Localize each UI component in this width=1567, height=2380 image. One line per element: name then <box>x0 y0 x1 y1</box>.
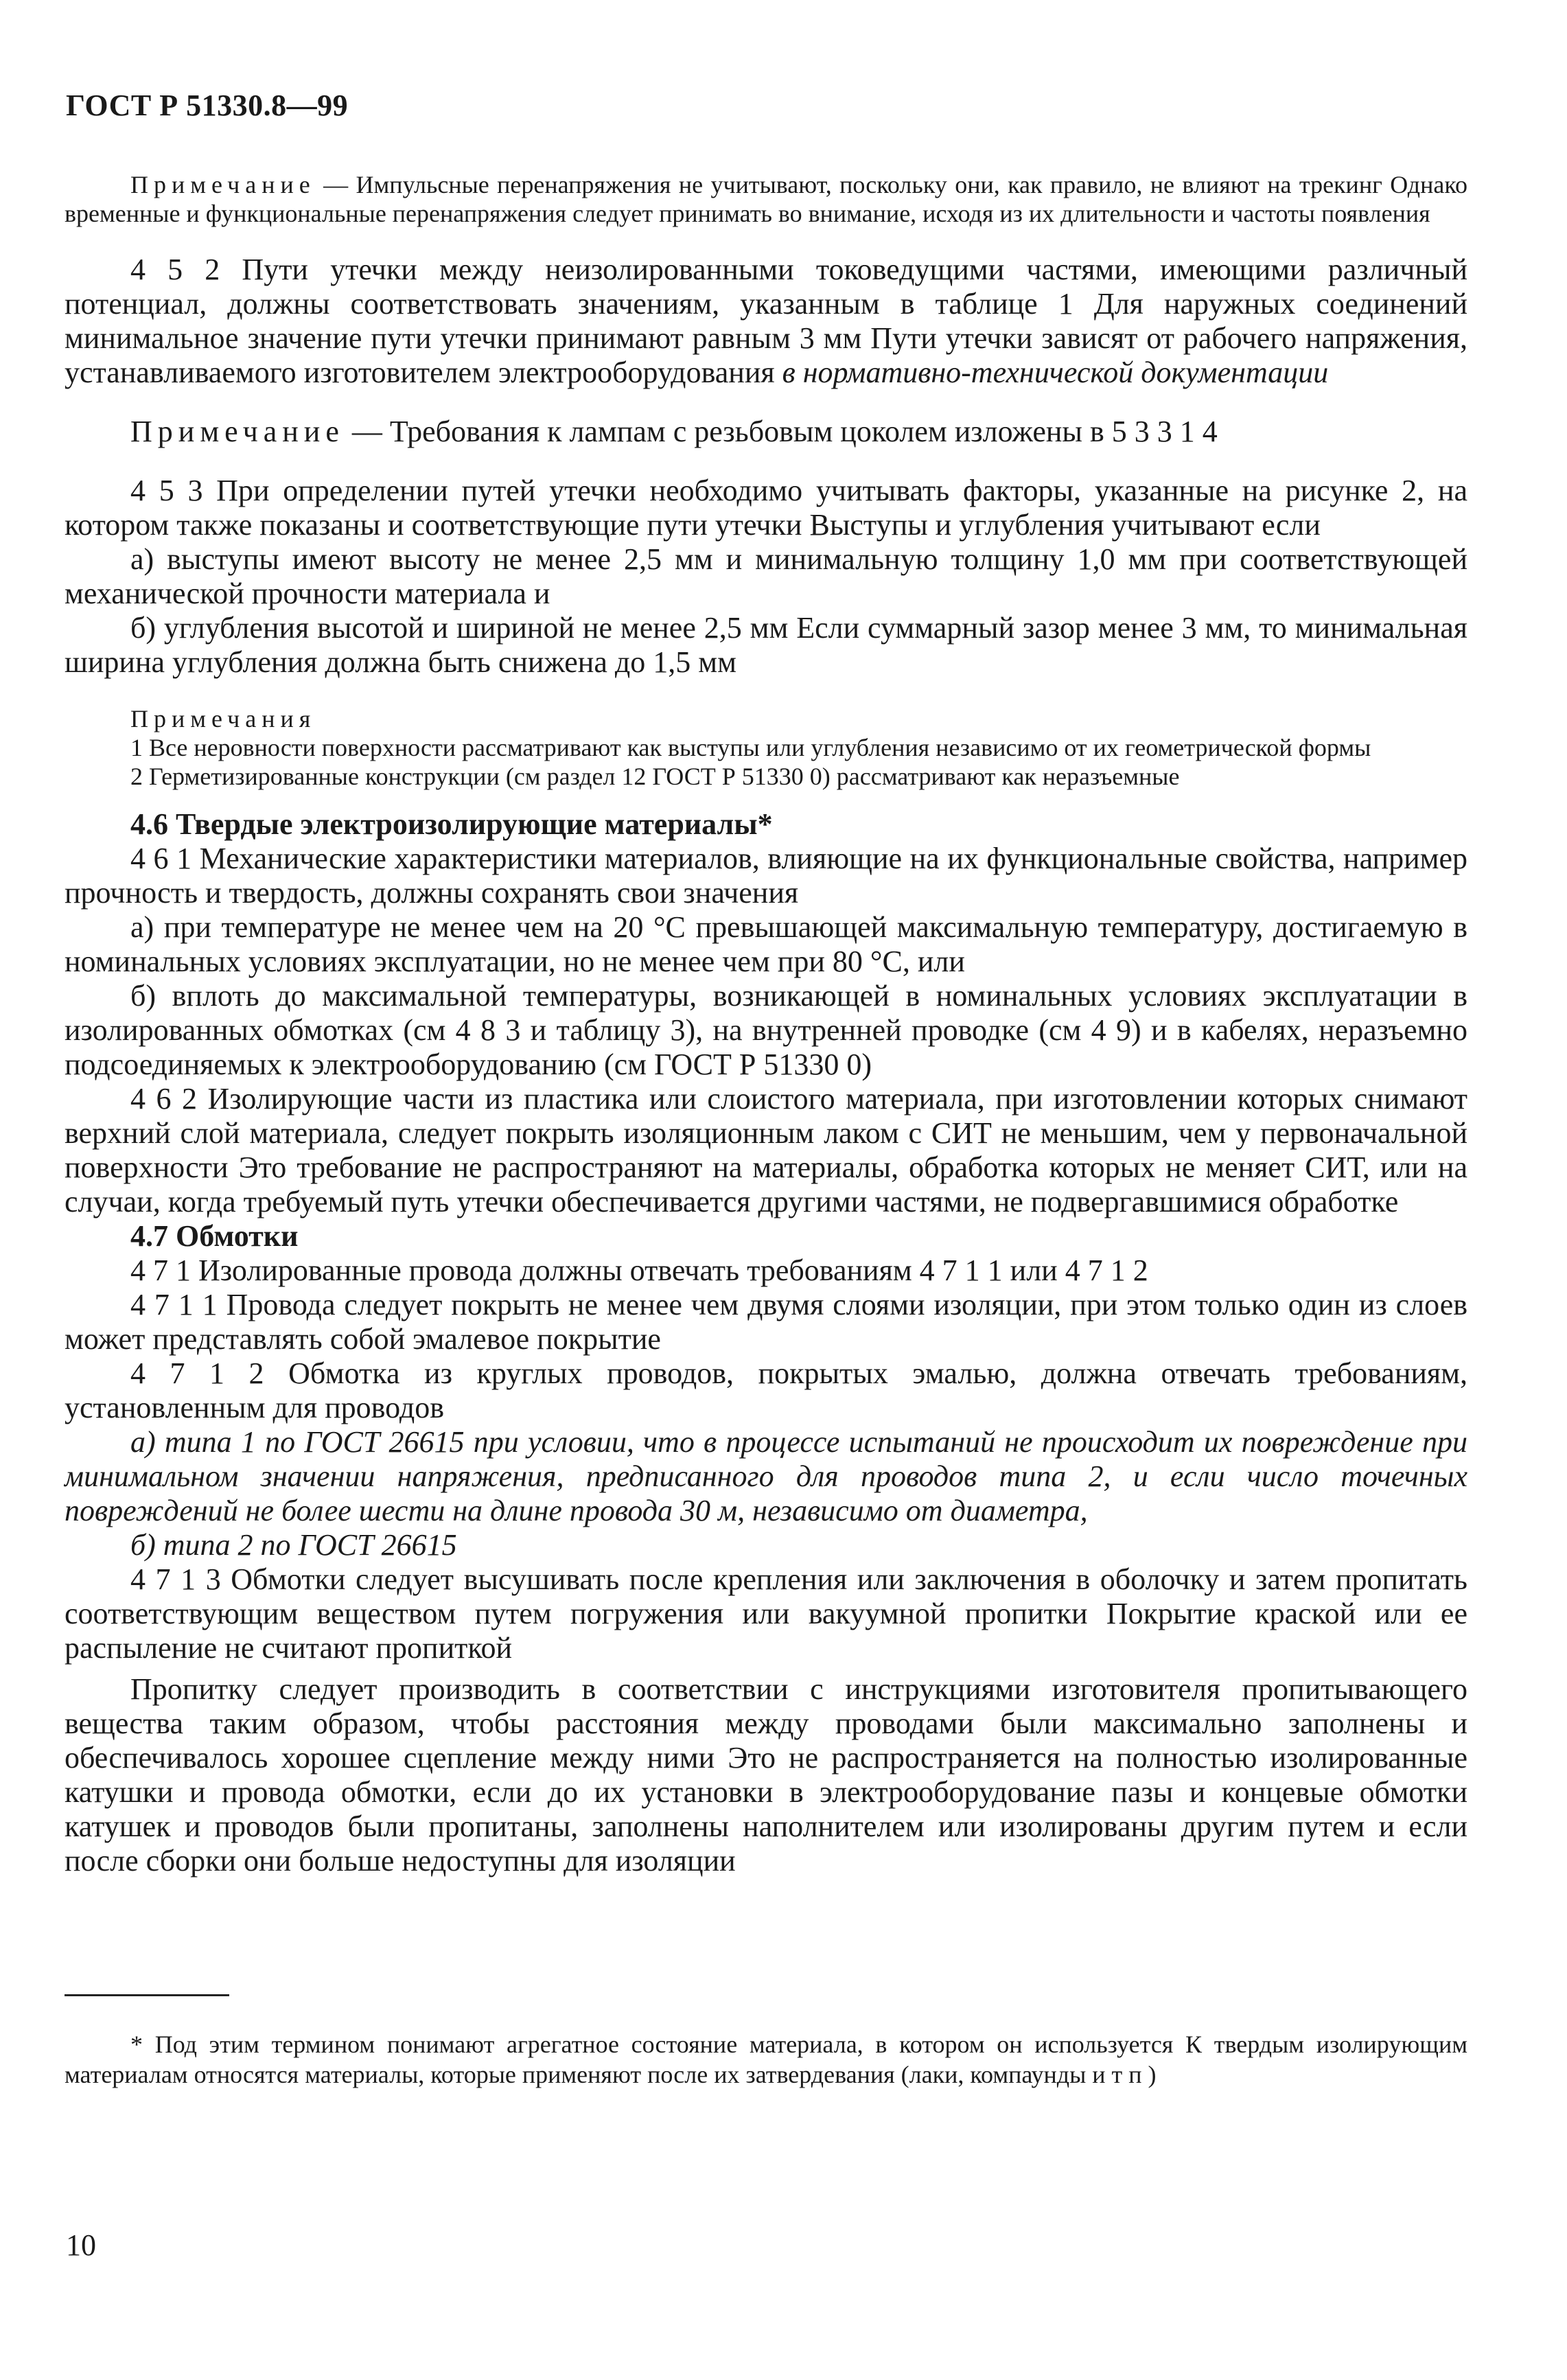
paragraph-italic-text: в нормативно-технической документации <box>782 356 1329 389</box>
note-item-2: 2 Герметизированные конструкции (см раздел 12 ГОСТ Р 51330 0) рассматривают как неразъемные <box>130 763 1180 790</box>
paragraph-4-6-1-a: а) при температуре не менее чем на 20 °С превышающей максимальную температуру, достигаемую в номинальных условиях эксплуатации, но не менее чем при 80 °С, или <box>65 910 1467 978</box>
note-item-1: 1 Все неровности поверхности рассматривают как выступы или углубления независимо от их геометрической формы <box>130 734 1371 761</box>
paragraph-4-5-3: 4 5 3 При определении путей утечки необходимо учитывать факторы, указанные на рисунке 2, на котором также показаны и соответствующие пути утечки Выступы и углубления учитывают если <box>65 474 1467 542</box>
paragraph-4-5-3-b: б) углубления высотой и шириной не менее 2,5 мм Если суммарный зазор менее 3 мм, то минимальная ширина углубления должна быть снижена до 1,5 мм <box>65 611 1467 679</box>
note-label: Примечание <box>130 415 345 448</box>
paragraph-4-5-3-a: а) выступы имеют высоту не менее 2,5 мм и минимальную толщину 1,0 мм при соответствующей механической прочности материала и <box>65 542 1467 610</box>
paragraph-impregnation: Пропитку следует производить в соответствии с инструкциями изготовителя пропитывающего вещества таким образом, чтобы расстояния между проводами были максимально заполнены и обеспечивалось хорошее сцепление между ними Это не распространяется на полностью изолированные катушки и провода обмотки, если до их установки в электрооборудование пазы и концевые обмотки катушек и проводов были пропитаны, заполнены наполнителем или изолированы другим путем и если после сборки они больше недоступны для изоляции <box>65 1672 1467 1878</box>
note-text: — Импульсные перенапряжения не учитывают, поскольку они, как правило, не влияют на трекинг Однако временные и функциональные перенапряжения следует принимать во внимание, исходя из их длительности и частоты появления <box>65 171 1467 227</box>
page-content <box>65 170 1467 1878</box>
footnote-divider <box>65 1994 229 1996</box>
document-header: ГОСТ Р 51330.8—99 <box>66 89 349 122</box>
paragraph-text: 4 5 2 Пути утечки между неизолированными токоведущими частями, имеющими различный потенциал, должны соответствовать значениям, указанным в таблице 1 Для наружных соединений минимальное значение пути утечки принимают равным 3 мм Пути утечки зависят от рабочего напряжения, устанавливаемого изготовителем электрооборудования <box>65 253 1467 389</box>
paragraph-4-7-1-3: 4 7 1 3 Обмотки следует высушивать после крепления или заключения в оболочку и затем пропитать соответствующим веществом путем погружения или вакуумной пропитки Покрытие краской или ее распыление не считают пропиткой <box>65 1562 1467 1665</box>
paragraph-4-7-1-1: 4 7 1 1 Провода следует покрыть не менее чем двумя слоями изоляции, при этом только один из слоев может представлять собой эмалевое покрытие <box>65 1288 1467 1356</box>
note-label: Примечание <box>130 171 316 198</box>
note-lamps <box>65 415 1467 449</box>
paragraph-4-7-1: 4 7 1 Изолированные провода должны отвечать требованиям 4 7 1 1 или 4 7 1 2 <box>130 1253 1148 1287</box>
paragraph-4-7-1-2: 4 7 1 2 Обмотка из круглых проводов, покрытых эмалью, должна отвечать требованиям, установленным для проводов <box>65 1356 1467 1424</box>
paragraph-4-6-1-b: б) вплоть до максимальной температуры, возникающей в номинальных условиях эксплуатации в изолированных обмотках (см 4 8 3 и таблицу 3), на внутренней проводке (см 4 9) и в кабелях, неразъемно подсоединяемых к электрооборудованию (см ГОСТ Р 51330 0) <box>65 979 1467 1081</box>
section-heading-4-7: 4.7 Обмотки <box>130 1219 299 1253</box>
paragraph-4-7-1-2-b: б) типа 2 по ГОСТ 26615 <box>130 1528 457 1562</box>
footnote: * Под этим термином понимают агрегатное состояние материала, в котором он используется К твердым изолирующим материалам относятся материалы, которые применяют после их затвердевания (лаки, компаунды и т п ) <box>65 2031 1467 2088</box>
notes-label: Примечания <box>130 705 316 732</box>
paragraph-4-6-1: 4 6 1 Механические характеристики материалов, влияющие на их функциональные свойства, например прочность и твердость, должны сохранять свои значения <box>65 842 1467 910</box>
paragraph-4-7-1-2-a: а) типа 1 по ГОСТ 26615 при условии, что в процессе испытаний не происходит их повреждение при минимальном значении напряжения, предписанного для проводов типа 2, и если число точечных повреждений не более шести на длине провода 30 м, независимо от диаметра, <box>65 1425 1467 1527</box>
note-text: — Требования к лампам с резьбовым цоколем изложены в 5 3 3 1 4 <box>344 415 1218 448</box>
section-heading-4-6: 4.6 Твердые электроизолирующие материалы* <box>130 807 773 841</box>
page-number: 10 <box>66 2228 96 2262</box>
paragraph-4-5-2 <box>65 253 1467 390</box>
paragraph-4-6-2: 4 6 2 Изолирующие части из пластика или слоистого материала, при изготовлении которых снимают верхний слой материала, следует покрыть изоляционным лаком с СИТ не меньшим, чем у первоначальной поверхности Это требование не распространяют на материалы, обработка которых не меняет СИТ, или на случаи, когда требуемый путь утечки обеспечивается другими частями, не подвергавшимися обработке <box>65 1082 1467 1218</box>
note-impulse <box>65 170 1467 228</box>
